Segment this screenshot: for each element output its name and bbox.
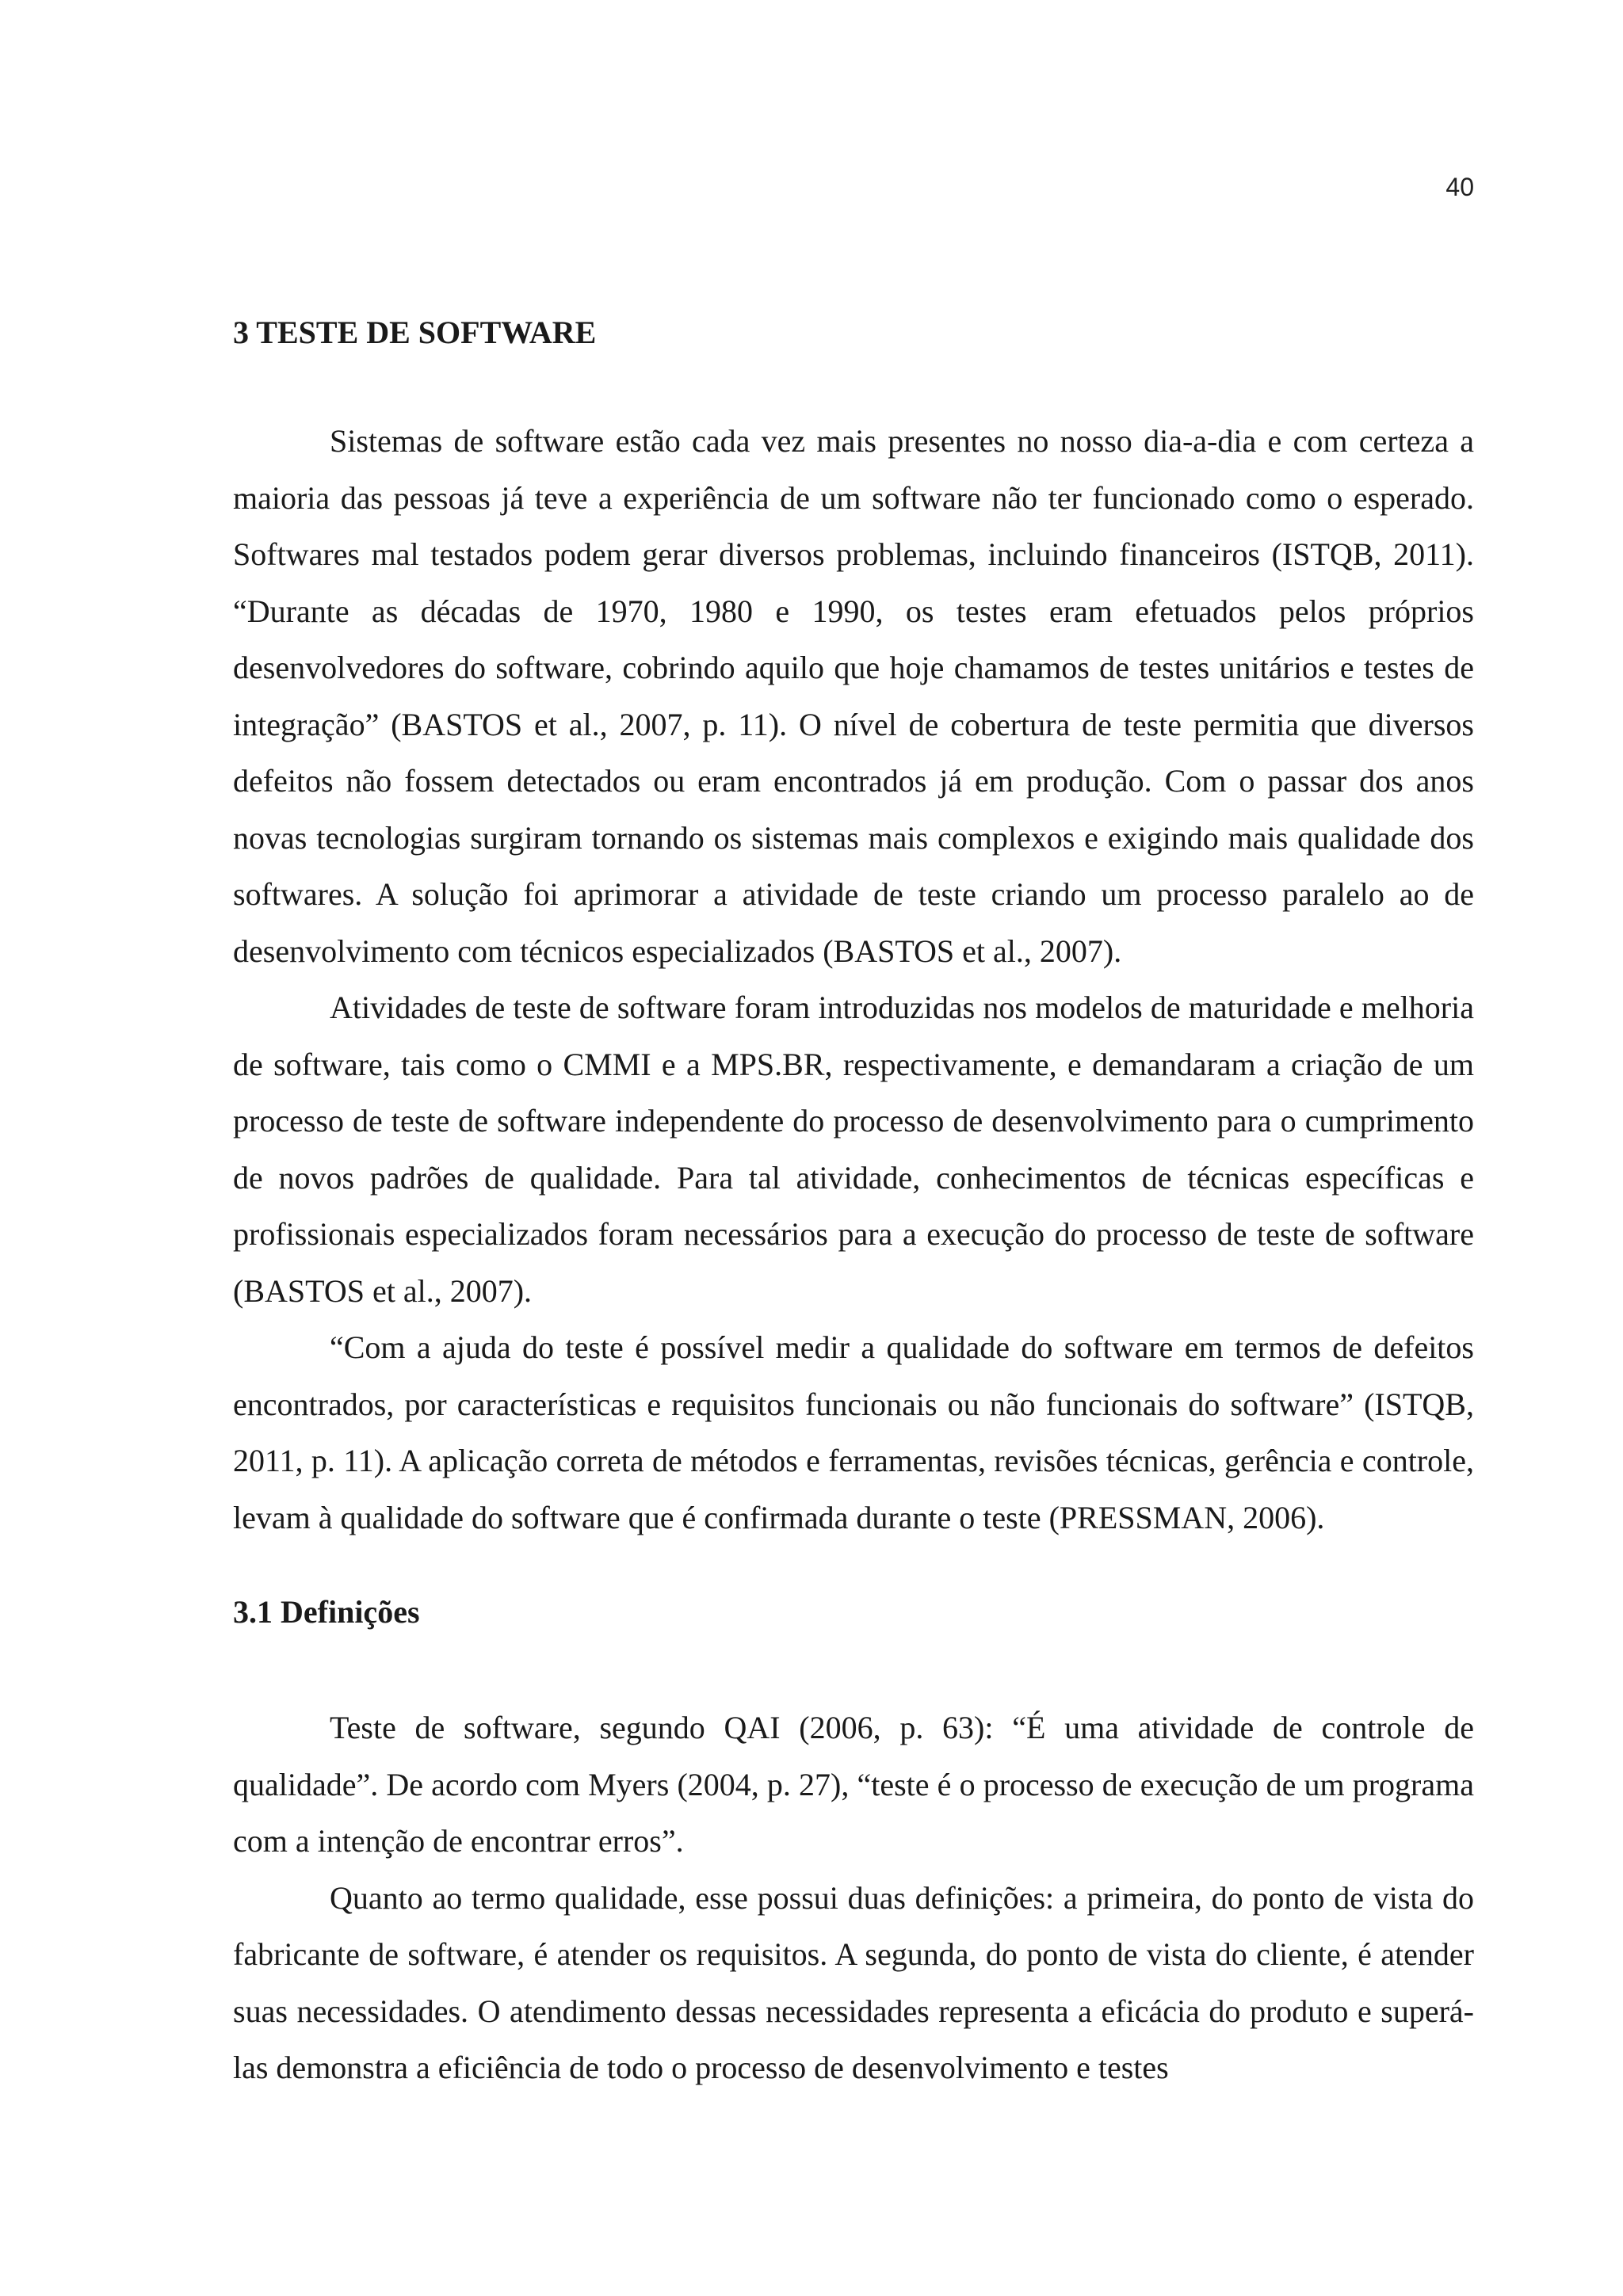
- paragraph: Quanto ao termo qualidade, esse possui duas definições: a primeira, do ponto de vista do fabricante de software, é atender os requisitos. A segunda, do ponto de vista do cliente, é atender suas necessidades. O atendimento dessas necessidades representa a eficácia do produto e superá-las demonstra a eficiência de todo o processo de desenvolvimento e testes: [233, 1879, 1474, 2085]
- section-title: 3.1 Definições: [233, 1594, 420, 1630]
- paragraph: Sistemas de software estão cada vez mais presentes no nosso dia-a-dia e com certeza a maioria das pessoas já teve a experiência de um software não ter funcionado como o esperado. Softwares mal testados podem gerar diversos problemas, incluindo financeiros (ISTQB, 2011). “Durante as décadas de 1970, 1980 e 1990, os testes eram efetuados pelos próprios desenvolvedores do software, cobrindo aquilo que hoje chamamos de testes unitários e testes de integração” (BASTOS et al., 2007, p. 11). O nível de cobertura de teste permitia que diversos defeitos não fossem detectados ou eram encontrados já em produção. Com o passar dos anos novas tecnologias surgiram tornando os sistemas mais complexos e exigindo mais qualidade dos softwares. A solução foi aprimorar a atividade de teste criando um processo paralelo ao de desenvolvimento com técnicos especializados (BASTOS et al., 2007).: [233, 423, 1474, 969]
- spacer: [233, 1546, 1474, 1589]
- page-content: [233, 309, 1474, 2096]
- paragraph: Teste de software, segundo QAI (2006, p. 63): “É uma atividade de controle de qualidade”. De acordo com Myers (2004, p. 27), “teste é o processo de execução de um programa com a intenção de encontrar erros”.: [233, 1710, 1474, 1859]
- spacer: [233, 1636, 1474, 1699]
- paragraph: Atividades de teste de software foram introduzidas nos modelos de maturidade e melhoria de software, tais como o CMMI e a MPS.BR, respectivamente, e demandaram a criação de um processo de teste de software independente do processo de desenvolvimento para o cumprimento de novos padrões de qualidade. Para tal atividade, conhecimentos de técnicas específicas e profissionais especializados foram necessários para a execução do processo de teste de software (BASTOS et al., 2007).: [233, 990, 1474, 1309]
- spacer: [233, 357, 1474, 413]
- chapter-title: 3 TESTE DE SOFTWARE: [233, 315, 597, 350]
- page-number: 40: [1445, 173, 1474, 201]
- paragraph: “Com a ajuda do teste é possível medir a qualidade do software em termos de defeitos encontrados, por características e requisitos funcionais ou não funcionais do software” (ISTQB, 2011, p. 11). A aplicação correta de métodos e ferramentas, revisões técnicas, gerência e controle, levam à qualidade do software que é confirmada durante o teste (PRESSMAN, 2006).: [233, 1329, 1474, 1535]
